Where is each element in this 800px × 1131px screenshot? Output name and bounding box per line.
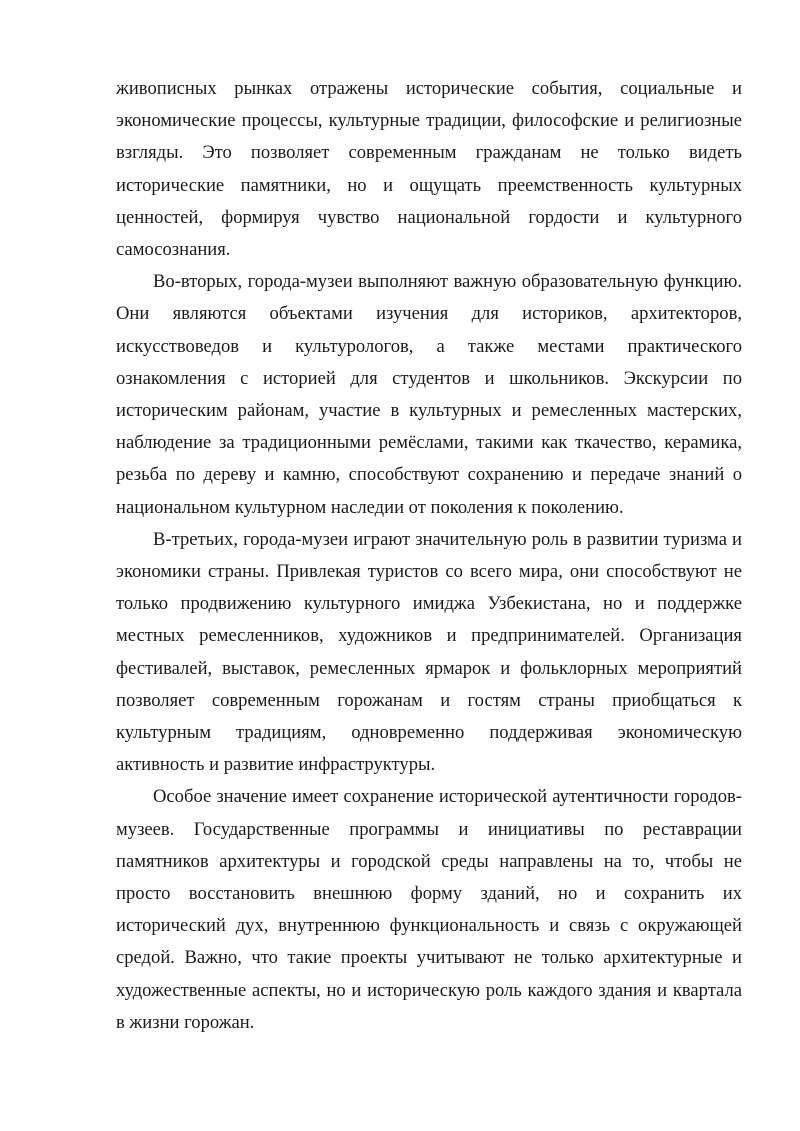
paragraph-second-educational-function: Во-вторых, города-музеи выполняют важную образовательную функцию. Они являются объектами изучения для историков, архитекторов, искусствоведов и культурологов, а также местами практического ознакомления с историей для студентов и школьников. Экскурсии по историческим районам, участие в культурных и ремесленных мастерских, наблюдение за традиционными ремёслами, такими как ткачество, керамика, резьба по дереву и камню, способствуют сохранению и передаче знаний о национальном культурном наследии от поколения к поколению.: [116, 271, 742, 518]
paragraph-authenticity-preservation: Особое значение имеет сохранение исторической аутентичности городов-музеев. Государственные программы и инициативы по реставрации памятников архитектуры и городской среды направлены на то, чтобы не просто восстановить внешнюю форму зданий, но и сохранить их исторический дух, внутреннюю функциональность и связь с окружающей средой. Важно, что такие проекты учитывают не только архитектурные и художественные аспекты, но и историческую роль каждого здания и квартала в жизни горожан.: [116, 786, 742, 1033]
paragraph-continued: живописных рынках отражены исторические события, социальные и экономические процессы, культурные традиции, философские и религиозные взгляды. Это позволяет современным гражданам не только видеть исторические памятники, но и ощущать преемственность культурных ценностей, формируя чувство национальной гордости и культурного самосознания.: [116, 78, 742, 261]
paragraph-third-tourism-economy: В-третьих, города-музеи играют значительную роль в развитии туризма и экономики страны. Привлекая туристов со всего мира, они способствуют не только продвижению культурного имиджа Узбекистана, но и поддержке местных ремесленников, художников и предпринимателей. Организация фестивалей, выставок, ремесленных ярмарок и фольклорных мероприятий позволяет современным горожанам и гостям страны приобщаться к культурным традициям, одновременно поддерживая экономическую активность и развитие инфраструктуры.: [116, 528, 742, 776]
document-body: [116, 73, 742, 1039]
